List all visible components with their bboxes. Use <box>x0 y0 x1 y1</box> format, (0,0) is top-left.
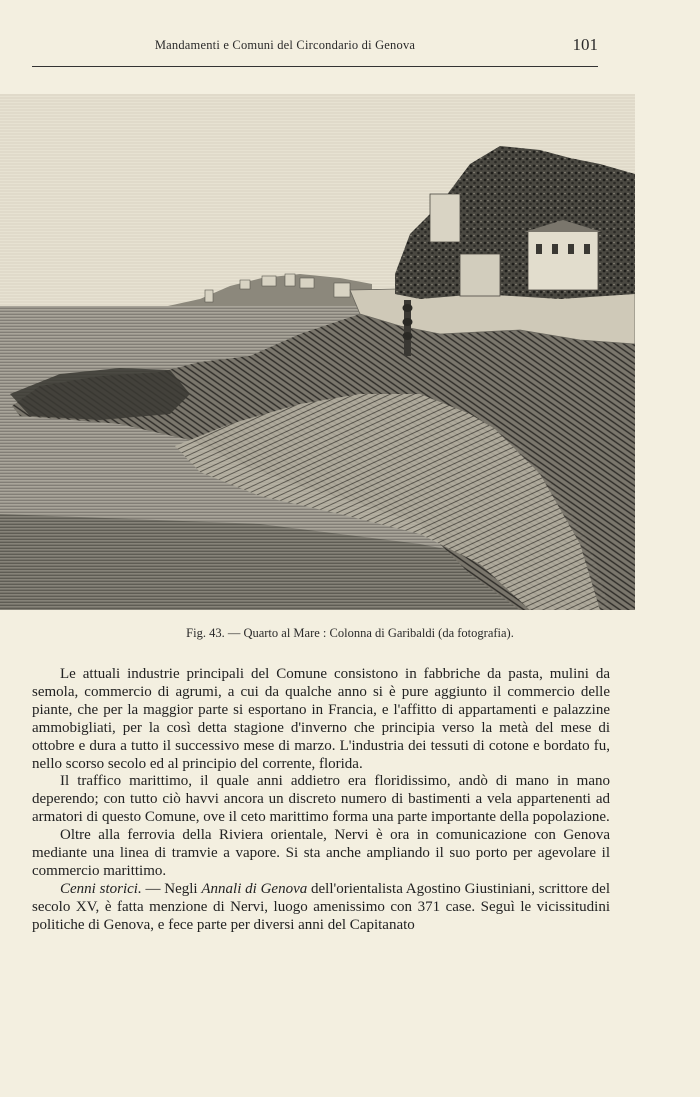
page-number: 101 <box>572 35 598 54</box>
paragraph-rest: dell'orientalista Agostino Giustiniani, scrittore del secolo XV, è fatta menzione di Nervi, luogo amenissimo con 371 case. Seguì le vicissitudini politiche di Genova, e fece parte per diversi anni del Capitanato <box>32 880 611 933</box>
body-text <box>32 666 610 935</box>
figure-caption: Fig. 43. — Quarto al Mare : Colonna di Garibaldi (da fotografia). <box>186 626 514 640</box>
garibaldi-column <box>403 300 413 356</box>
lead-dash: — Negli <box>141 880 202 897</box>
paragraph: Le attuali industrie principali del Comune consistono in fabbriche da pasta, mulini da semola, commercio di agrumi, a cui da qualche anno si è pure aggiunto il commercio delle piante, che per la maggior parte si esportano in Francia, e l'affitto di appartamenti e palazzine ammobigliati, per la così detta stagione d'inverno che principia verso la metà del mese di ottobre e dura a tutto il successivo mese di marzo. L'industria dei tessuti di cotone e bordato fu, nello scorso secolo ed al principio del corrente, florida. <box>32 666 610 772</box>
cited-title: Annali di Genova <box>201 880 308 897</box>
engraving-illustration <box>0 94 635 610</box>
paragraph: Oltre alla ferrovia della Riviera orientale, Nervi è ora in comunicazione con Genova mediante una linea di tramvie a vapore. Si sta anche ampliando il suo porto per agevolare il commercio marittimo. <box>32 827 610 879</box>
coastal-engraving <box>0 94 635 610</box>
running-title: Mandamenti e Comuni del Circondario di Genova <box>154 38 416 52</box>
paragraph: Il traffico marittimo, il quale anni addietro era floridissimo, andò di mano in mano deperendo; con tutto ciò havvi ancora un discreto numero di bastimenti a vela appartenenti ad armatori di questo Comune, ove il ceto marittimo forma una parte importante della popolazione. <box>32 773 610 826</box>
paragraph-historical-notes <box>32 881 610 935</box>
header-rule <box>32 66 598 67</box>
section-lead: Cenni storici. <box>60 880 142 897</box>
running-header <box>32 36 598 58</box>
